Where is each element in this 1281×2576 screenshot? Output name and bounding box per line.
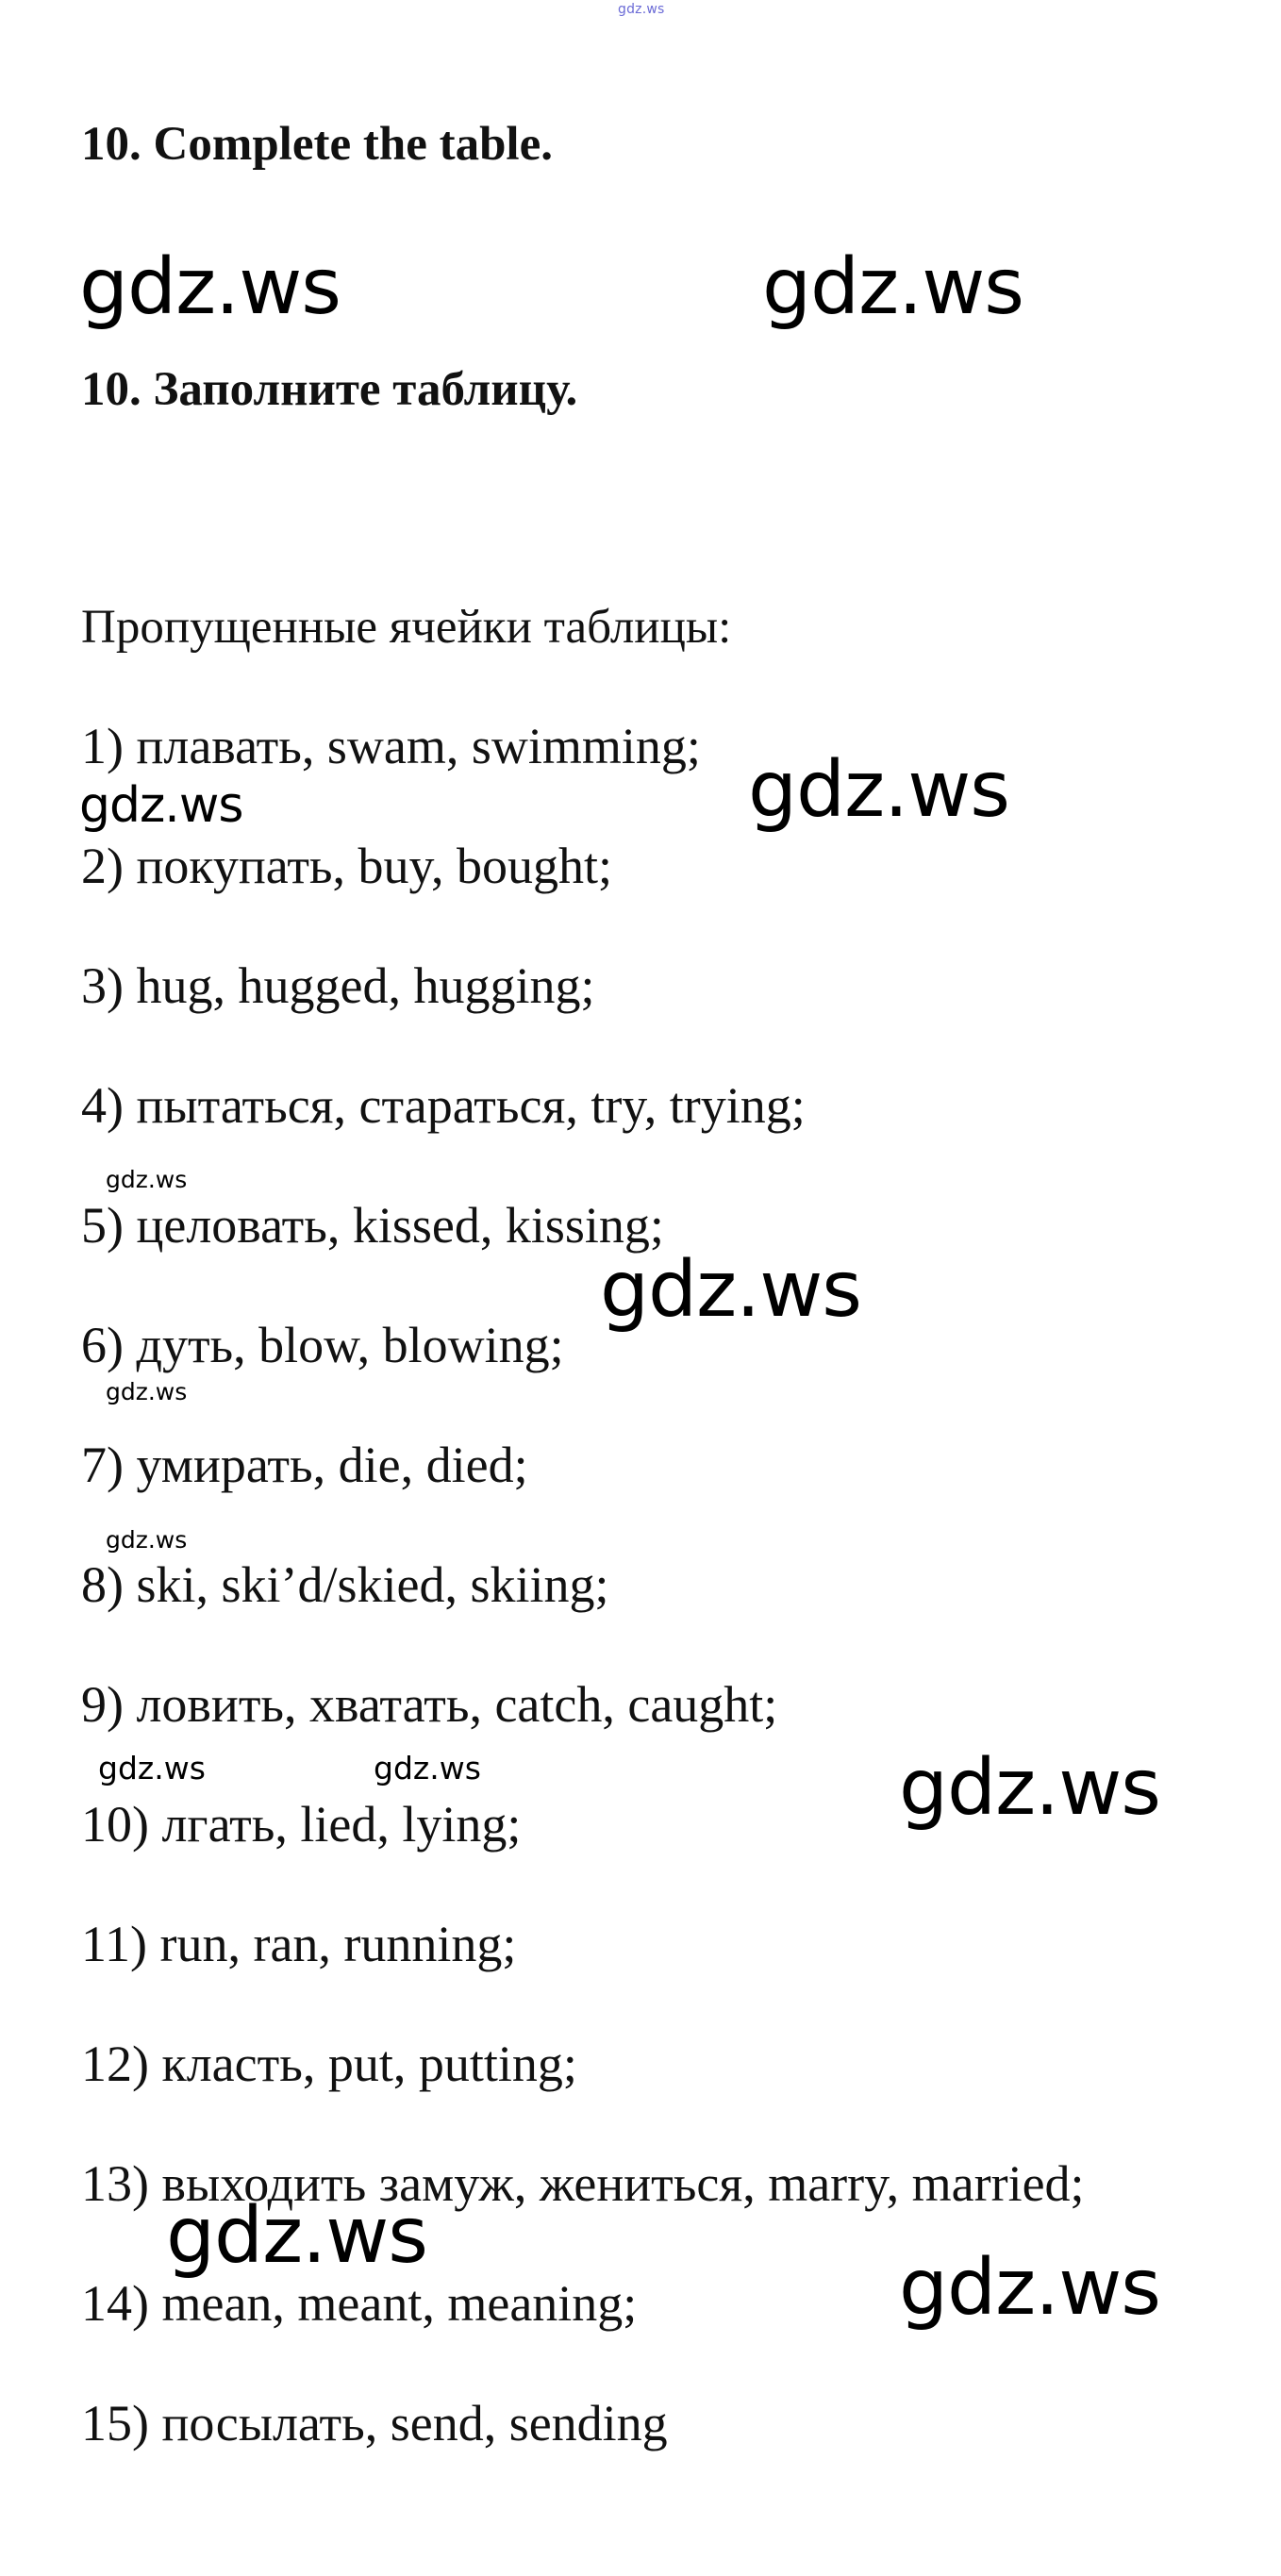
watermark: gdz.ws [748, 745, 1009, 835]
watermark: gdz.ws [600, 1245, 861, 1335]
answer-item: 5) целовать, kissed, kissing; [81, 1197, 664, 1254]
watermark: gdz.ws [106, 1166, 188, 1193]
exercise-title-english: 10. Complete the table. [81, 118, 553, 171]
answer-item: 9) ловить, хватать, catch, caught; [81, 1676, 778, 1733]
answer-item: 12) класть, put, putting; [81, 2036, 577, 2092]
answer-item: 11) run, ran, running; [81, 1916, 517, 1972]
header-watermark: gdz.ws [618, 2, 665, 17]
answer-item: 3) hug, hugged, hugging; [81, 957, 595, 1014]
answer-item: 2) покупать, buy, bought; [81, 838, 613, 894]
answer-item: 6) дуть, blow, blowing; [81, 1317, 564, 1373]
watermark: gdz.ws [106, 1378, 188, 1405]
watermark: gdz.ws [106, 1526, 188, 1554]
answer-item: 1) плавать, swam, swimming; [81, 718, 701, 774]
watermark: gdz.ws [79, 242, 341, 332]
answer-item: 13) выходить замуж, жениться, marry, married; [81, 2155, 1085, 2212]
answer-item: 14) mean, meant, meaning; [81, 2275, 638, 2332]
watermark: gdz.ws [762, 242, 1023, 332]
watermark: gdz.ws [899, 1743, 1160, 1833]
watermark: gdz.ws [98, 1750, 206, 1787]
answers-intro: Пропущенные ячейки таблицы: [81, 601, 732, 654]
watermark: gdz.ws [166, 2191, 427, 2281]
answer-item: 4) пытаться, стараться, try, trying; [81, 1077, 806, 1134]
watermark: gdz.ws [374, 1750, 481, 1787]
answer-item: 10) лгать, lied, lying; [81, 1796, 522, 1853]
watermark: gdz.ws [79, 777, 243, 834]
exercise-title-russian: 10. Заполните таблицу. [81, 363, 578, 416]
answer-item: 8) ski, ski’d/skied, skiing; [81, 1556, 609, 1613]
watermark: gdz.ws [899, 2243, 1160, 2333]
answer-item: 7) умирать, die, died; [81, 1437, 528, 1493]
answer-item: 15) посылать, send, sending [81, 2395, 668, 2451]
